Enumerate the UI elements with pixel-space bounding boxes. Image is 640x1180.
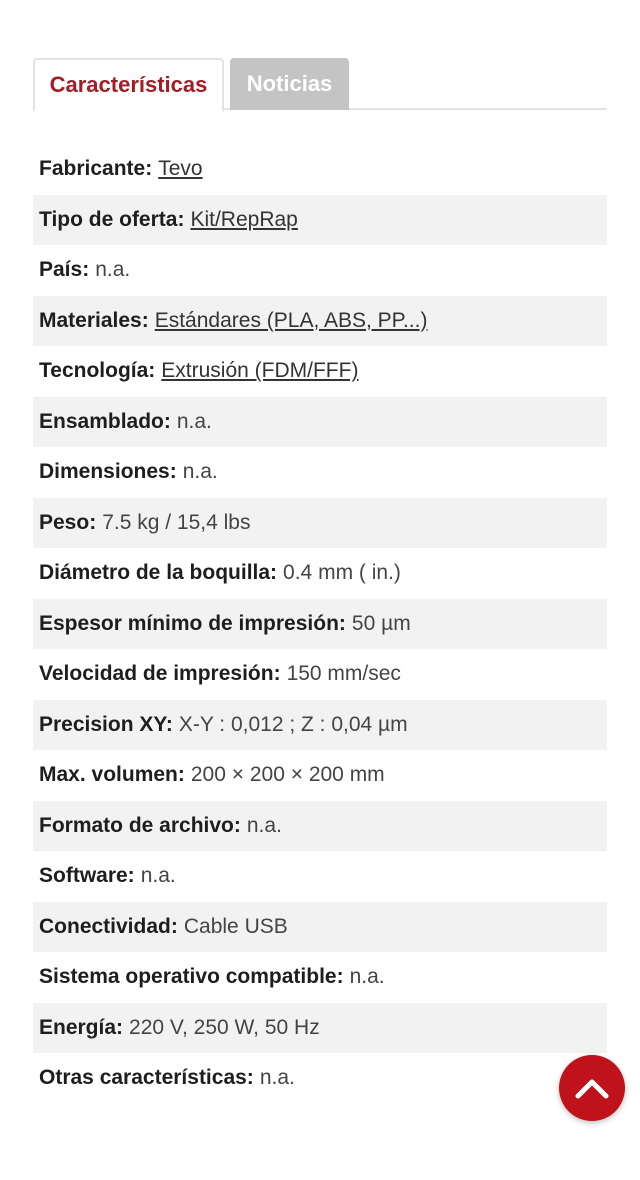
spec-value: n.a. <box>259 1066 295 1090</box>
spec-label: Fabricante: <box>39 157 153 181</box>
tab-noticias-label: Noticias <box>246 71 333 96</box>
spec-row-conectividad <box>33 902 607 953</box>
scroll-to-top-button[interactable] <box>559 1055 625 1121</box>
spec-value: n.a. <box>246 813 282 837</box>
spec-value: n.a. <box>176 409 212 433</box>
spec-label: Software: <box>39 864 135 888</box>
spec-value-link[interactable]: Estándares (PLA, ABS, PP...) <box>154 308 428 332</box>
spec-value: 0.4 mm ( in.) <box>283 561 401 585</box>
spec-value-link[interactable]: Kit/RepRap <box>190 207 298 231</box>
spec-label: País: <box>39 258 90 282</box>
spec-value-link[interactable]: Extrusión (FDM/FFF) <box>161 359 359 383</box>
spec-row-formato-archivo <box>33 801 607 852</box>
spec-label: Peso: <box>39 510 97 534</box>
spec-row-peso <box>33 498 607 549</box>
spec-row-ensamblado <box>33 397 607 448</box>
spec-label: Energía: <box>39 1015 124 1039</box>
spec-label: Dimensiones: <box>39 460 177 484</box>
spec-value: X-Y : 0,012 ; Z : 0,04 µm <box>178 712 408 736</box>
spec-label: Max. volumen: <box>39 763 185 787</box>
specs-list <box>33 144 607 1104</box>
spec-row-energia <box>33 1003 607 1054</box>
spec-label: Espesor mínimo de impresión: <box>39 611 346 635</box>
spec-label: Velocidad de impresión: <box>39 662 281 686</box>
spec-value: 150 mm/sec <box>286 662 401 686</box>
spec-label: Materiales: <box>39 308 149 332</box>
spec-value: 50 µm <box>351 611 411 635</box>
spec-row-tipo-oferta <box>33 195 607 246</box>
spec-row-pais <box>33 245 607 296</box>
spec-value: Cable USB <box>183 914 288 938</box>
chevron-up-icon <box>575 1077 609 1099</box>
tab-bar <box>33 58 607 110</box>
spec-value: 220 V, 250 W, 50 Hz <box>129 1015 320 1039</box>
spec-row-dimensiones <box>33 447 607 498</box>
spec-row-espesor-minimo <box>33 599 607 650</box>
tab-caracteristicas-label: Características <box>49 72 208 97</box>
tab-noticias[interactable] <box>230 58 349 110</box>
spec-row-otras-caracteristicas <box>33 1053 607 1104</box>
spec-row-materiales <box>33 296 607 347</box>
spec-value: n.a. <box>140 864 176 888</box>
spec-row-fabricante <box>33 144 607 195</box>
spec-row-precision-xy <box>33 700 607 751</box>
spec-row-velocidad <box>33 649 607 700</box>
spec-label: Tipo de oferta: <box>39 207 185 231</box>
spec-label: Otras características: <box>39 1066 254 1090</box>
spec-label: Diámetro de la boquilla: <box>39 561 278 585</box>
spec-row-diametro-boquilla <box>33 548 607 599</box>
spec-value: n.a. <box>349 965 385 989</box>
spec-value: n.a. <box>182 460 218 484</box>
spec-label: Ensamblado: <box>39 409 171 433</box>
spec-row-max-volumen <box>33 750 607 801</box>
spec-value: 200 × 200 × 200 mm <box>190 763 385 787</box>
spec-value: n.a. <box>95 258 131 282</box>
tab-caracteristicas[interactable] <box>33 58 224 112</box>
spec-label: Conectividad: <box>39 914 178 938</box>
spec-row-tecnologia <box>33 346 607 397</box>
spec-label: Tecnología: <box>39 359 156 383</box>
spec-row-sistema-operativo <box>33 952 607 1003</box>
spec-label: Formato de archivo: <box>39 813 241 837</box>
spec-value-link[interactable]: Tevo <box>158 157 203 181</box>
spec-value: 7.5 kg / 15,4 lbs <box>102 510 251 534</box>
spec-label: Sistema operativo compatible: <box>39 965 344 989</box>
spec-row-software <box>33 851 607 902</box>
spec-label: Precision XY: <box>39 712 173 736</box>
